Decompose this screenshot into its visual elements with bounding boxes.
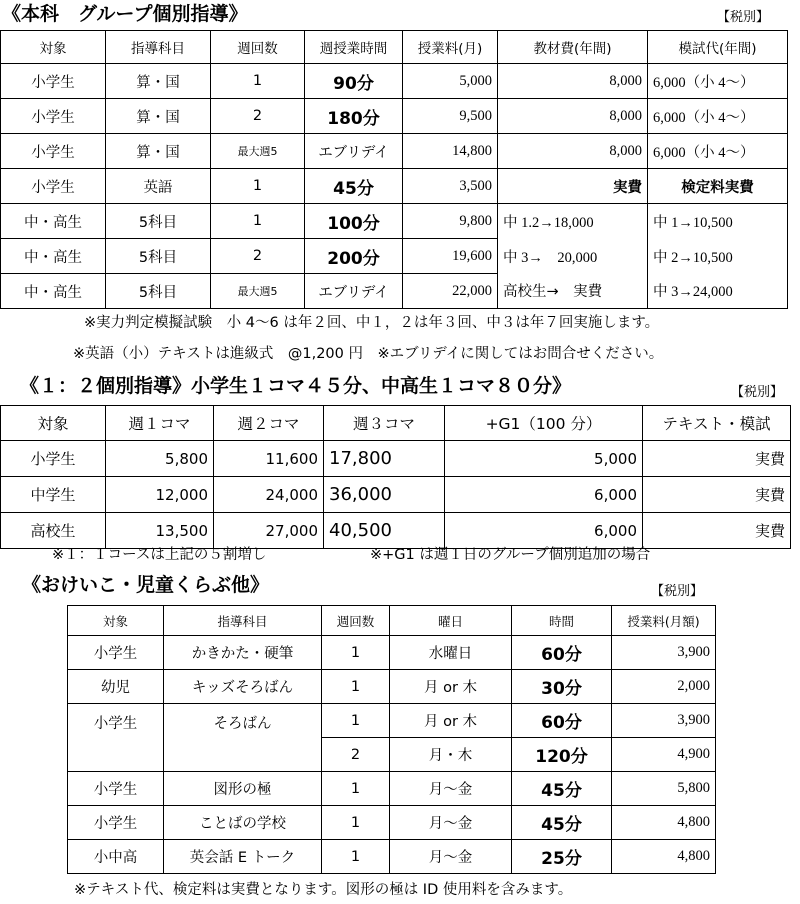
table-row: [1, 239, 788, 274]
cell-subject: キッズそろばん: [164, 670, 322, 704]
header-g1: +G1（100 分）: [445, 406, 643, 441]
cell-day: 月・木: [390, 738, 512, 772]
header-week3: 週３コマ: [324, 406, 445, 441]
header-fee: 授業料(月額): [612, 606, 716, 636]
cell-time: 120分: [512, 738, 612, 772]
cell-fee: 4,800: [612, 840, 716, 874]
cell-frequency: 1: [211, 204, 305, 239]
cell-fee: 2,000: [612, 670, 716, 704]
section2-tax-label: 【税別】: [731, 385, 784, 400]
cell-day: 月 or 木: [390, 704, 512, 738]
cell-g1: 5,000: [445, 441, 643, 477]
cell-target: 小学生: [68, 704, 164, 738]
cell-day: 水曜日: [390, 636, 512, 670]
cell-subject: 5科目: [106, 204, 211, 239]
table-row: [1, 204, 788, 239]
table-row: [68, 738, 716, 772]
cell-text-exam: 実費: [643, 441, 791, 477]
cell-exam: 6,000（小 4〜）: [648, 134, 788, 169]
cell-time: 45分: [305, 169, 403, 204]
header-target: 対象: [1, 31, 106, 64]
cell-target: [68, 738, 164, 772]
cell-subject: 図形の極: [164, 772, 322, 806]
cell-time: 25分: [512, 840, 612, 874]
table-row: [1, 134, 788, 169]
table-row: [1, 99, 788, 134]
cell-subject: 算・国: [106, 134, 211, 169]
cell-target: 小学生: [1, 169, 106, 204]
table-row: [68, 806, 716, 840]
pair-lesson-table: [0, 405, 791, 549]
header-text-exam: テキスト・模試: [643, 406, 791, 441]
cell-fee: 9,800: [403, 204, 498, 239]
table-row: [1, 513, 791, 549]
table-row: [68, 704, 716, 738]
cell-exam: 6,000（小 4〜）: [648, 99, 788, 134]
cell-time: 60分: [512, 704, 612, 738]
cell-material: 8,000: [498, 99, 648, 134]
cell-frequency: 2: [211, 99, 305, 134]
cell-exam: 検定料実費: [648, 169, 788, 204]
cell-fee: 3,900: [612, 704, 716, 738]
cell-subject: ことばの学校: [164, 806, 322, 840]
cell-fee: 22,000: [403, 274, 498, 309]
header-target: 対象: [68, 606, 164, 636]
cell-subject: 5科目: [106, 274, 211, 309]
cell-day: 月〜金: [390, 840, 512, 874]
section3-tax-label: 【税別】: [651, 584, 704, 599]
cell-subject: [164, 738, 322, 772]
cell-week1: 5,800: [106, 441, 214, 477]
cell-week2: 27,000: [214, 513, 324, 549]
header-material: 教材費(年間): [498, 31, 648, 64]
table-header-row: [68, 606, 716, 636]
cell-time: 200分: [305, 239, 403, 274]
section1-title: 《本科 グループ個別指導》: [2, 3, 248, 25]
table-row: [68, 670, 716, 704]
group-lesson-table: [0, 30, 788, 309]
cell-fee: 3,500: [403, 169, 498, 204]
cell-subject: 算・国: [106, 99, 211, 134]
cell-material: 中 1.2→18,000: [498, 204, 648, 239]
cell-target: 中学生: [1, 477, 106, 513]
cell-week1: 13,500: [106, 513, 214, 549]
cell-time: エブリデイ: [305, 274, 403, 309]
cell-frequency: 1: [211, 169, 305, 204]
table-row: [1, 274, 788, 309]
header-weekly-time: 週授業時間: [305, 31, 403, 64]
cell-g1: 6,000: [445, 477, 643, 513]
cell-exam: 6,000（小 4〜）: [648, 64, 788, 99]
cell-day: 月〜金: [390, 806, 512, 840]
section2-title: 《１：２個別指導》小学生１コマ４５分、中高生１コマ８０分》: [20, 375, 572, 397]
cell-subject: 英会話 E トーク: [164, 840, 322, 874]
cell-material: 高校生→ 実費: [498, 274, 648, 309]
section1-tax-label: 【税別】: [717, 10, 770, 25]
section1-note-english: ※英語（小）テキストは進級式 @1,200 円 ※エブリデイに関してはお問合せください。: [73, 346, 664, 362]
cell-time: 100分: [305, 204, 403, 239]
cell-target: 小学生: [68, 636, 164, 670]
table-row: [1, 169, 788, 204]
cell-frequency: 1: [322, 670, 390, 704]
header-exam: 模試代(年間): [648, 31, 788, 64]
header-subject: 指導科目: [164, 606, 322, 636]
cell-subject: かきかた・硬筆: [164, 636, 322, 670]
cell-frequency: 最大週5: [211, 134, 305, 169]
header-day: 曜日: [390, 606, 512, 636]
header-frequency: 週回数: [211, 31, 305, 64]
cell-frequency: 1: [322, 636, 390, 670]
cell-frequency: 1: [211, 64, 305, 99]
cell-subject: 算・国: [106, 64, 211, 99]
section2-note-g1: ※+G1 は週１日のグループ個別追加の場合: [370, 547, 651, 563]
cell-material: 8,000: [498, 134, 648, 169]
cell-target: 小学生: [1, 64, 106, 99]
cell-target: 小学生: [68, 806, 164, 840]
cell-g1: 6,000: [445, 513, 643, 549]
table-row: [68, 840, 716, 874]
cell-frequency: 1: [322, 772, 390, 806]
cell-fee: 19,600: [403, 239, 498, 274]
cell-exam: 中 1→10,500: [648, 204, 788, 239]
section3-note: ※テキスト代、検定料は実費となります。図形の極は ID 使用料を含みます。: [74, 882, 573, 898]
cell-fee: 4,900: [612, 738, 716, 772]
cell-material: 8,000: [498, 64, 648, 99]
cell-day: 月〜金: [390, 772, 512, 806]
table-header-row: [1, 406, 791, 441]
cell-subject: 英語: [106, 169, 211, 204]
cell-fee: 5,800: [612, 772, 716, 806]
header-subject: 指導科目: [106, 31, 211, 64]
cell-time: 180分: [305, 99, 403, 134]
header-week2: 週２コマ: [214, 406, 324, 441]
cell-subject: そろばん: [164, 704, 322, 738]
cell-target: 小学生: [1, 134, 106, 169]
cell-fee: 4,800: [612, 806, 716, 840]
cell-frequency: 最大週5: [211, 274, 305, 309]
cell-material: 中 3→ 20,000: [498, 239, 648, 274]
table-row: [68, 772, 716, 806]
cell-week2: 11,600: [214, 441, 324, 477]
header-frequency: 週回数: [322, 606, 390, 636]
cell-fee: 5,000: [403, 64, 498, 99]
table-row: [68, 636, 716, 670]
cell-fee: 9,500: [403, 99, 498, 134]
cell-time: 60分: [512, 636, 612, 670]
cell-frequency: 1: [322, 806, 390, 840]
lessons-table: [67, 605, 716, 874]
cell-frequency: 1: [322, 704, 390, 738]
header-fee: 授業料(月): [403, 31, 498, 64]
cell-material: 実費: [498, 169, 648, 204]
cell-target: 中・高生: [1, 239, 106, 274]
cell-time: 45分: [512, 772, 612, 806]
cell-frequency: 2: [322, 738, 390, 772]
table-header-row: [1, 31, 788, 64]
section1-note-exam: ※実力判定模擬試験 小 4〜6 は年２回、中１，２は年３回、中３は年７回実施します。: [84, 315, 660, 331]
table-row: [1, 441, 791, 477]
section2-note-one-to-one: ※１：１コースは上記の５割増し: [52, 547, 267, 563]
table-row: [1, 477, 791, 513]
table-row: [1, 64, 788, 99]
cell-day: 月 or 木: [390, 670, 512, 704]
cell-target: 高校生: [1, 513, 106, 549]
cell-exam: 中 3→24,000: [648, 274, 788, 309]
cell-target: 小中高: [68, 840, 164, 874]
cell-week3: 40,500: [324, 513, 445, 549]
section3-title: 《おけいこ・児童くらぶ他》: [22, 574, 270, 596]
cell-target: 小学生: [68, 772, 164, 806]
cell-time: エブリデイ: [305, 134, 403, 169]
cell-time: 45分: [512, 806, 612, 840]
cell-target: 小学生: [1, 99, 106, 134]
cell-time: 30分: [512, 670, 612, 704]
cell-frequency: 2: [211, 239, 305, 274]
cell-exam: 中 2→10,500: [648, 239, 788, 274]
cell-time: 90分: [305, 64, 403, 99]
cell-text-exam: 実費: [643, 477, 791, 513]
cell-week3: 36,000: [324, 477, 445, 513]
header-week1: 週１コマ: [106, 406, 214, 441]
cell-frequency: 1: [322, 840, 390, 874]
header-target: 対象: [1, 406, 106, 441]
cell-target: 中・高生: [1, 274, 106, 309]
header-time: 時間: [512, 606, 612, 636]
cell-text-exam: 実費: [643, 513, 791, 549]
cell-fee: 14,800: [403, 134, 498, 169]
cell-week3: 17,800: [324, 441, 445, 477]
cell-subject: 5科目: [106, 239, 211, 274]
cell-week1: 12,000: [106, 477, 214, 513]
cell-target: 中・高生: [1, 204, 106, 239]
cell-target: 幼児: [68, 670, 164, 704]
cell-target: 小学生: [1, 441, 106, 477]
cell-fee: 3,900: [612, 636, 716, 670]
cell-week2: 24,000: [214, 477, 324, 513]
